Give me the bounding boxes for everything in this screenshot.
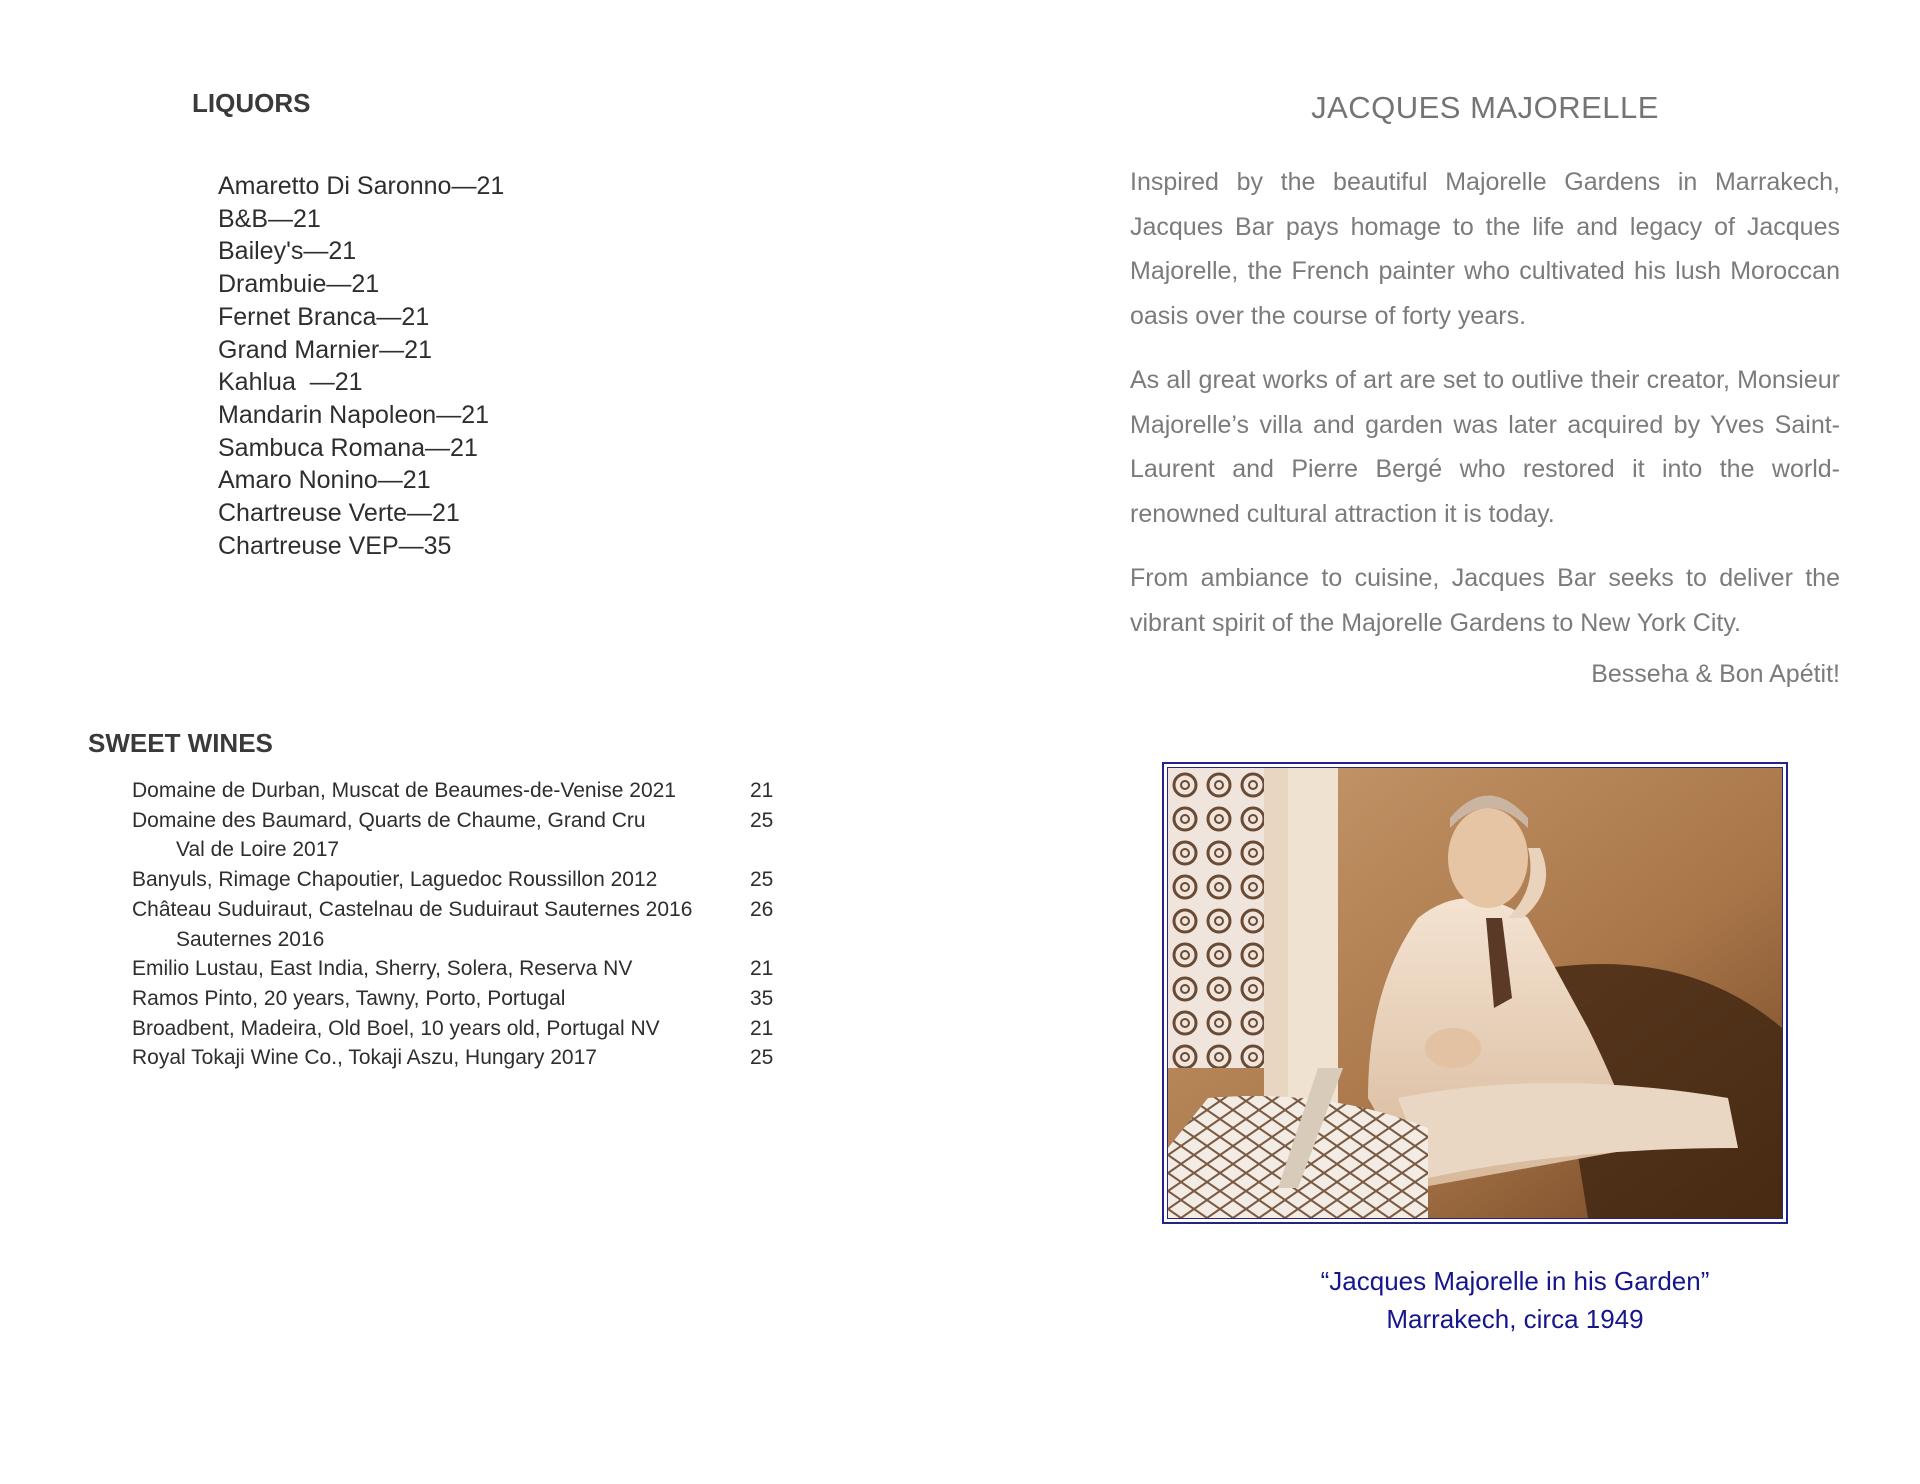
list-item: Drambuie—21 (218, 270, 380, 299)
sweet-wines-heading: SWEET WINES (88, 728, 273, 758)
wine-row (132, 984, 792, 1014)
liquors-heading: LIQUORS (192, 88, 311, 118)
wine-price: 26 (750, 897, 774, 921)
list-item: Mandarin Napoleon—21 (218, 400, 490, 429)
wine-row (132, 865, 792, 895)
list-item: Chartreuse Verte—21 (218, 499, 460, 528)
wine-price: 25 (750, 1046, 774, 1070)
liquors-list (218, 170, 504, 562)
wine-price: 25 (750, 868, 774, 892)
wine-row (132, 1043, 792, 1073)
wine-price: 21 (750, 1016, 774, 1040)
wine-row (132, 776, 792, 806)
list-item: Sambuca Romana—21 (218, 433, 478, 462)
wine-price: 25 (750, 808, 774, 832)
about-paragraph: Inspired by the beautiful Majorelle Gardens in Marrakech, Jacques Bar pays homage to the life and legacy of Jacques Majorelle, the French painter who cultivated his lush Moroccan oasis over the course of forty years. (1130, 168, 1840, 330)
list-item: Fernet Branca—21 (218, 302, 430, 331)
list-item: Kahlua —21 (218, 368, 363, 397)
photo-caption-title: “Jacques Majorelle in his Garden” (1320, 1266, 1710, 1296)
wine-name: Emilio Lustau, East India, Sherry, Solera, Reserva NV (132, 957, 633, 981)
wine-name: Ramos Pinto, 20 years, Tawny, Porto, Portugal (132, 986, 566, 1010)
wine-price: 35 (750, 986, 774, 1010)
list-item: Bailey's—21 (218, 237, 357, 266)
about-paragraph: As all great works of art are set to outlive their creator, Monsieur Majorelle’s villa and garden was later acquired by Yves Saint-Laurent and Pierre Bergé who restored it into the world-renowned cultural attraction it is today. (1130, 366, 1840, 528)
photo-frame (1162, 762, 1788, 1224)
photo-caption-subtitle: Marrakech, circa 1949 (1386, 1304, 1644, 1334)
about-paragraph: From ambiance to cuisine, Jacques Bar seeks to deliver the vibrant spirit of the Majorelle Gardens to New York City. (1130, 564, 1840, 637)
wine-name-continuation: Sauternes 2016 (176, 927, 325, 951)
wine-name: Banyuls, Rimage Chapoutier, Laguedoc Roussillon 2012 (132, 868, 658, 892)
wine-name: Broadbent, Madeira, Old Boel, 10 years old, Portugal NV (132, 1016, 660, 1040)
wine-row (132, 895, 792, 954)
wine-price: 21 (750, 957, 774, 981)
list-item: Grand Marnier—21 (218, 335, 432, 364)
wine-name-continuation: Val de Loire 2017 (176, 838, 340, 862)
wine-name: Domaine de Durban, Muscat de Beaumes-de-Venise 2021 (132, 779, 676, 802)
list-item: B&B—21 (218, 204, 321, 233)
wine-price: 21 (750, 779, 774, 802)
about-body (1130, 160, 1840, 665)
sweet-wines-list (132, 776, 792, 1073)
list-item: Amaretto Di Saronno—21 (218, 172, 505, 200)
wine-name: Royal Tokaji Wine Co., Tokaji Aszu, Hungary 2017 (132, 1046, 597, 1070)
wine-name: Château Suduiraut, Castelnau de Suduiraut Sauternes 2016 (132, 897, 693, 921)
sepia-portrait-image (1168, 768, 1782, 1218)
signoff: Besseha & Bon Apétit! (1591, 660, 1840, 688)
wine-row (132, 1014, 792, 1044)
page-title: JACQUES MAJORELLE (1311, 90, 1659, 125)
list-item: Amaro Nonino—21 (218, 466, 431, 495)
wine-row (132, 954, 792, 984)
wine-row (132, 806, 792, 865)
list-item: Chartreuse VEP—35 (218, 531, 452, 560)
majorelle-photo (1167, 767, 1783, 1219)
wine-name: Domaine des Baumard, Quarts de Chaume, Grand Cru (132, 808, 646, 832)
